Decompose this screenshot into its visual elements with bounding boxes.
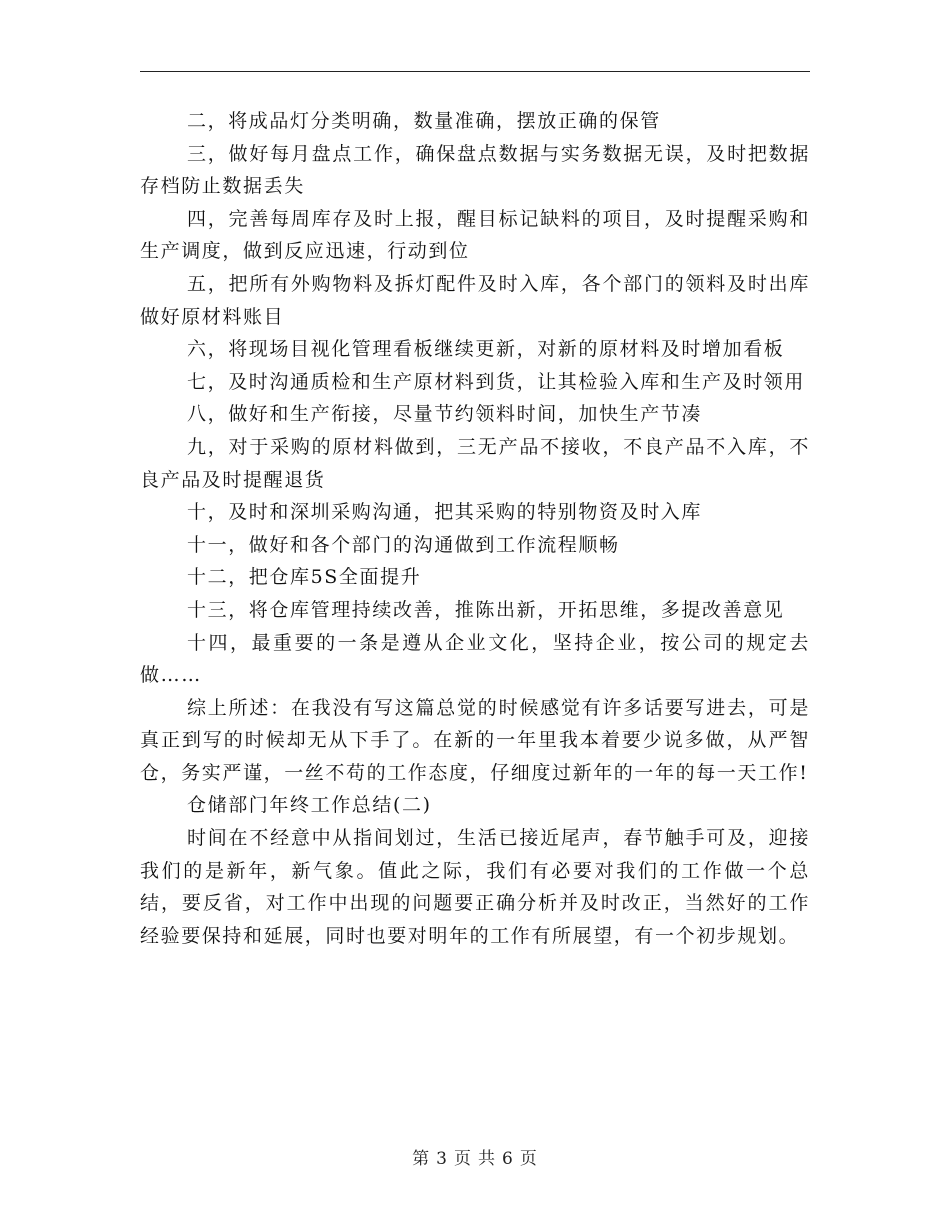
section-title: 仓储部门年终工作总结(二): [187, 794, 432, 817]
paragraph-item-5: 五，把所有外购物料及拆灯配件及时入库，各个部门的领料及时出库做好原材料账目: [140, 272, 810, 328]
footer-total-pages: 6: [502, 1149, 514, 1169]
paragraph-summary: 综上所述：在我没有写这篇总觉的时候感觉有许多话要写进去，可是真正到写的时候却无从下手了。在新的一年里我本着要少说多做，从严智仓，务实严谨，一丝不苟的工作态度，仔细度过新年的一年的每一天工作!: [140, 696, 810, 784]
footer-label-prefix: 第: [412, 1149, 431, 1169]
paragraph-item-6: 六，将现场目视化管理看板继续更新，对新的原材料及时增加看板: [187, 338, 785, 361]
header-rule: [140, 71, 810, 72]
paragraph-item-7: 七，及时沟通质检和生产原材料到货，让其检验入库和生产及时领用: [187, 370, 806, 393]
paragraph-item-8: 八，做好和生产衔接，尽量节约领料时间，加快生产节凑: [187, 403, 703, 426]
paragraph-item-14: 十四，最重要的一条是遵从企业文化，坚持企业，按公司的规定去做……: [140, 631, 810, 687]
paragraph-item-9: 九，对于采购的原材料做到，三无产品不接收，不良产品不入库，不良产品及时提醒退货: [140, 435, 810, 491]
paragraph-item-11: 十一，做好和各个部门的沟通做到工作流程顺畅: [187, 533, 620, 556]
paragraph-item-10: 十，及时和深圳采购沟通，把其采购的特别物资及时入库: [187, 501, 703, 524]
paragraph-item-4: 四，完善每周库存及时上报，醒目标记缺料的项目，及时提醒采购和生产调度，做到反应迅速，行动到位: [140, 207, 810, 263]
footer-label-suffix: 页: [519, 1149, 538, 1169]
paragraph-item-2: 二，将成品灯分类明确，数量准确，摆放正确的保管: [187, 110, 661, 132]
page-footer: [0, 1144, 950, 1169]
footer-current-page: 3: [436, 1149, 448, 1169]
paragraph-item-13: 十三，将仓库管理持续改善，推陈出新，开拓思维，多提改善意见: [187, 598, 785, 621]
paragraph-intro: 时间在不经意中从指间划过，生活已接近尾声，春节触手可及，迎接我们的是新年，新气象。值此之际，我们有必要对我们的工作做一个总结，要反省，对工作中出现的问题要正确分析并及时改正，当然好的工作经验要保持和延展，同时也要对明年的工作有所展望，有一个初步规划。: [140, 827, 810, 947]
footer-label-total: 共: [478, 1149, 496, 1169]
paragraph-item-3: 三，做好每月盘点工作，确保盘点数据与实务数据无误，及时把数据存档防止数据丢失: [140, 142, 810, 198]
document-body: [140, 105, 810, 952]
paragraph-item-12: 十二，把仓库5S全面提升: [187, 566, 422, 589]
footer-label-page: 页: [454, 1149, 472, 1169]
